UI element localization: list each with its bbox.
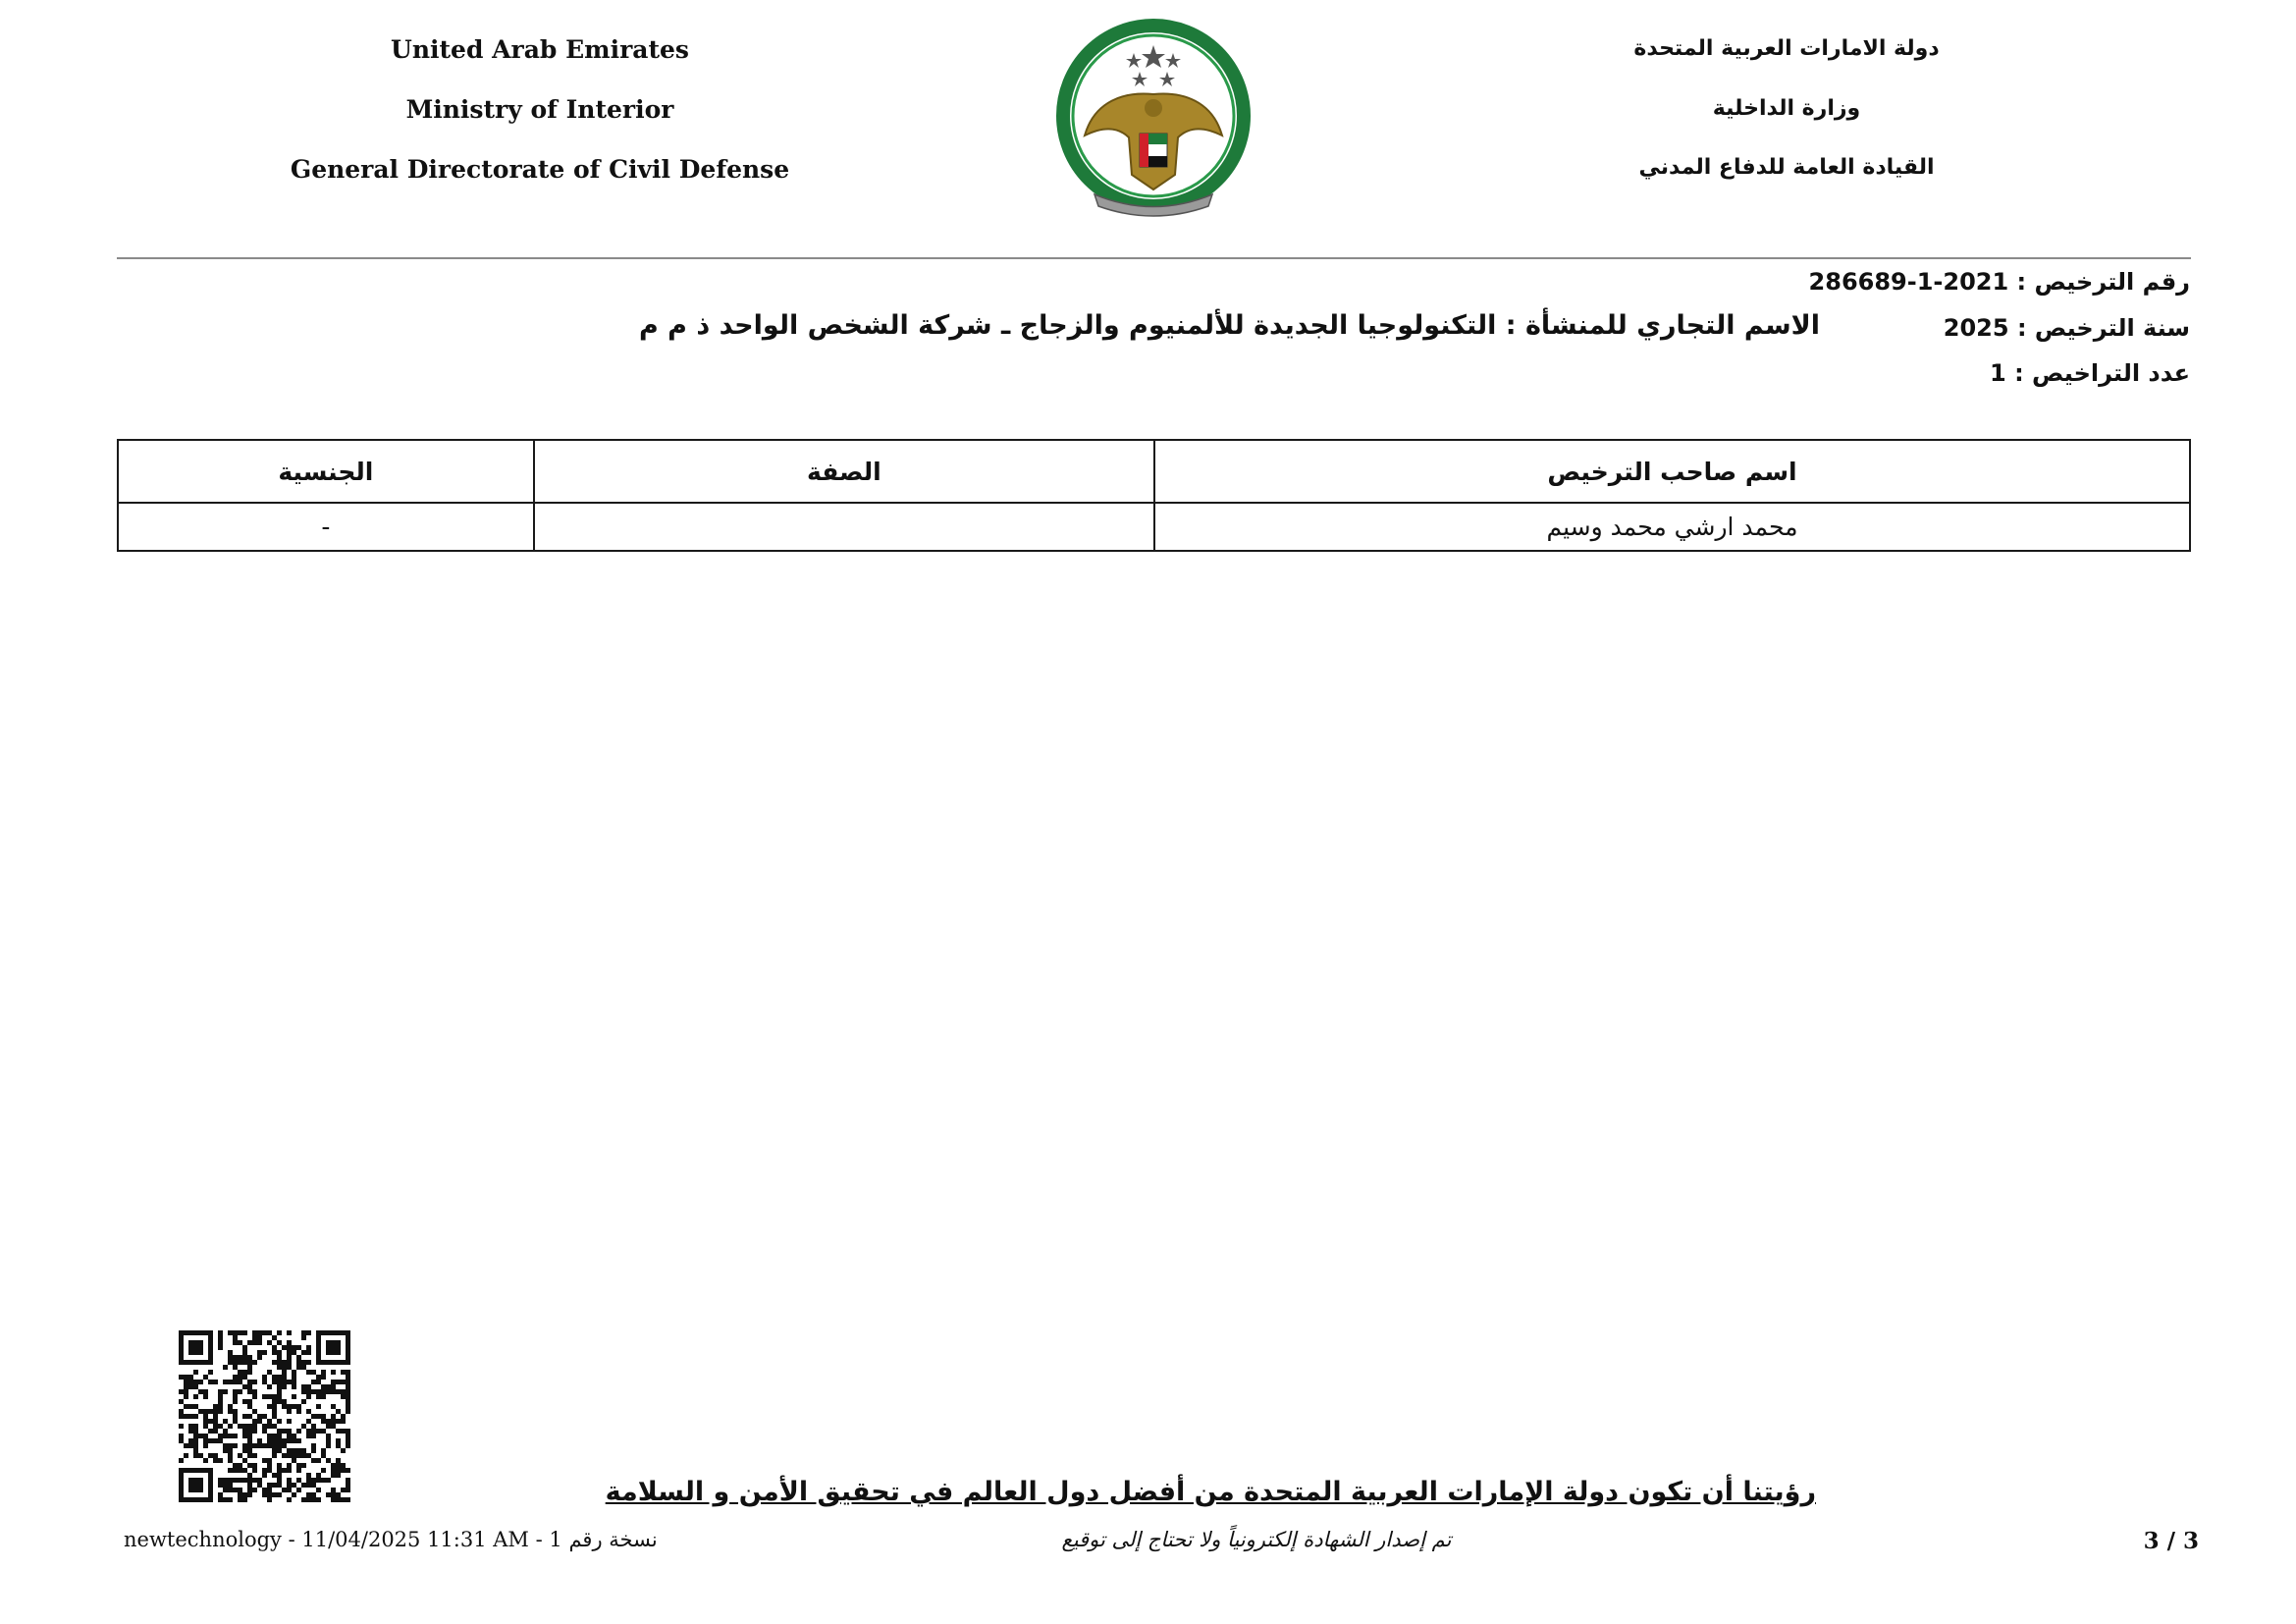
electronic-issue-notice: تم إصدار الشهادة إلكترونياً ولا تحتاج إلى توقيع xyxy=(1061,1528,1452,1551)
license-year-value: 2025 xyxy=(1943,314,2009,342)
vision-statement: رؤيتنا أن تكون دولة الإمارات العربية المتحدة من أفضل دول العالم في تحقيق الأمن و السلامة xyxy=(605,1477,1816,1507)
column-owner-name: اسم صاحب الترخيص xyxy=(1154,440,2190,503)
header-en-directorate: General Directorate of Civil Defense xyxy=(290,155,790,184)
header-ar-directorate: القيادة العامة للدفاع المدني xyxy=(1638,155,1935,180)
owners-table xyxy=(117,439,2191,552)
column-capacity: الصفة xyxy=(534,440,1154,503)
copy-info-label: نسخة رقم xyxy=(568,1528,658,1551)
header-ar-country: دولة الامارات العربية المتحدة xyxy=(1633,36,1940,61)
license-number xyxy=(1809,268,2190,296)
page-number: 3 / 3 xyxy=(2143,1528,2199,1554)
license-count xyxy=(1990,359,2190,387)
table-row xyxy=(118,503,2190,551)
license-count-label: عدد التراخيص : xyxy=(2014,359,2190,387)
copy-info-prefix: newtechnology - 11/04/2025 11:31 AM - 1 xyxy=(124,1528,562,1551)
table-header-row xyxy=(118,440,2190,503)
uae-falcon-emblem-icon xyxy=(1055,18,1252,229)
license-year xyxy=(1944,314,2190,342)
trade-name-value: التكنولوجيا الجديدة للألمنيوم والزجاج ـ شركة الشخص الواحد ذ م م xyxy=(638,310,1497,341)
license-count-value: 1 xyxy=(1990,359,2006,387)
header-divider xyxy=(117,257,2191,259)
cell-capacity xyxy=(534,503,1154,551)
cell-owner-name: محمد ارشي محمد وسيم xyxy=(1154,503,2190,551)
license-year-label: سنة الترخيص : xyxy=(2016,314,2190,342)
trade-name xyxy=(639,310,1820,341)
qr-code-icon xyxy=(179,1330,350,1502)
license-number-value: 286689-1-2021 xyxy=(1808,268,2009,296)
header-en-country: United Arab Emirates xyxy=(391,35,689,64)
header-en-ministry: Ministry of Interior xyxy=(405,95,674,124)
trade-name-label: الاسم التجاري للمنشأة : xyxy=(1505,310,1820,341)
copy-info xyxy=(124,1528,658,1551)
cell-nationality: - xyxy=(118,503,534,551)
license-number-label: رقم الترخيص : xyxy=(2016,268,2190,296)
column-nationality: الجنسية xyxy=(118,440,534,503)
header-ar-ministry: وزارة الداخلية xyxy=(1712,96,1861,121)
